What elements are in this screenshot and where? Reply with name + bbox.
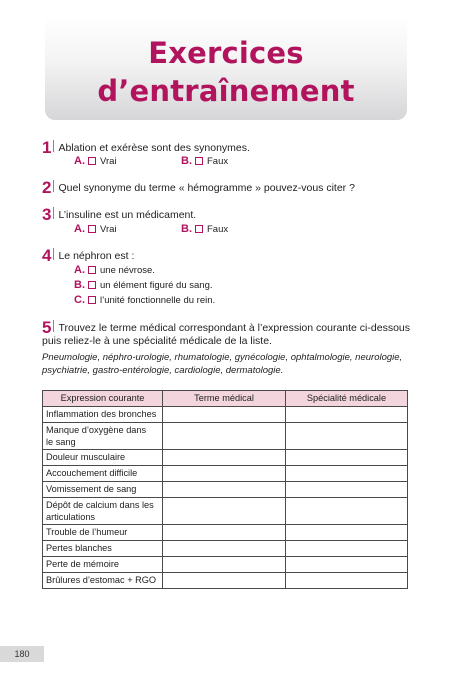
q3-option-b[interactable] xyxy=(181,223,228,236)
q4-option-a[interactable] xyxy=(74,264,155,277)
specialty-cell[interactable] xyxy=(286,450,408,466)
checkbox-icon[interactable] xyxy=(195,157,203,165)
exercise-table xyxy=(42,390,408,589)
specialties-line-1: Pneumologie, néphro-urologie, rhumatologie, gynécologie, ophtalmologie, neurologie, xyxy=(42,352,403,363)
question-text: Ablation et exérèse sont des synonymes. xyxy=(58,142,250,154)
table-row xyxy=(43,482,408,498)
option-letter: A. xyxy=(74,264,85,276)
table-row xyxy=(43,573,408,589)
expression-text: Brûlures d’estomac + RGO xyxy=(46,575,157,585)
table-row xyxy=(43,498,408,525)
q4-option-c[interactable] xyxy=(74,294,215,307)
expression-cell xyxy=(43,498,163,525)
expression-cell xyxy=(43,541,163,557)
checkbox-icon[interactable] xyxy=(88,225,96,233)
expression-cell xyxy=(43,466,163,482)
medical-term-cell[interactable] xyxy=(163,407,286,423)
divider xyxy=(53,320,54,332)
specialty-cell[interactable] xyxy=(286,498,408,525)
question-number: 1 xyxy=(42,138,52,157)
q3-option-a[interactable] xyxy=(74,223,117,236)
option-letter: B. xyxy=(181,223,192,235)
option-label: l’unité fonctionnelle du rein. xyxy=(100,295,216,306)
option-label: Faux xyxy=(207,224,229,235)
option-label: Vrai xyxy=(100,156,117,167)
expression-text: Perte de mémoire xyxy=(46,559,120,569)
expression-cell xyxy=(43,525,163,541)
expression-cell xyxy=(43,573,163,589)
column-header: Expression courante xyxy=(43,391,163,407)
title-banner xyxy=(45,16,407,120)
medical-term-cell[interactable] xyxy=(163,450,286,466)
question-number: 2 xyxy=(42,178,52,197)
specialty-cell[interactable] xyxy=(286,573,408,589)
checkbox-icon[interactable] xyxy=(88,296,96,304)
expression-text: Trouble de l’humeur xyxy=(46,527,128,537)
expression-text: Accouchement difficile xyxy=(46,468,138,478)
table-row xyxy=(43,407,408,423)
option-letter: A. xyxy=(74,155,85,167)
expression-text: Vomissement de sang xyxy=(46,484,137,494)
question-1 xyxy=(42,140,250,155)
medical-term-cell[interactable] xyxy=(163,482,286,498)
question-5 xyxy=(42,320,417,348)
question-number: 5 xyxy=(42,318,52,337)
specialties-line-2: psychiatrie, gastro-entérologie, cardiologie, dermatologie. xyxy=(42,365,284,376)
medical-term-cell[interactable] xyxy=(163,557,286,573)
divider xyxy=(53,140,54,152)
medical-term-cell[interactable] xyxy=(163,541,286,557)
expression-cell xyxy=(43,482,163,498)
column-header: Terme médical xyxy=(163,391,286,407)
page-title-line-1: Exercices xyxy=(148,36,304,70)
expression-cell xyxy=(43,423,163,450)
option-label: un élément figuré du sang. xyxy=(100,280,213,291)
checkbox-icon[interactable] xyxy=(195,225,203,233)
divider xyxy=(53,248,54,260)
expression-text: articulations xyxy=(46,512,96,522)
specialty-cell[interactable] xyxy=(286,482,408,498)
expression-text: Douleur musculaire xyxy=(46,452,126,462)
medical-term-cell[interactable] xyxy=(163,525,286,541)
expression-cell xyxy=(43,407,163,423)
option-letter: C. xyxy=(74,294,85,306)
option-label: Vrai xyxy=(100,224,117,235)
q1-option-b[interactable] xyxy=(181,155,228,168)
question-text-line-2: puis reliez-le à une spécialité médicale de la liste. xyxy=(42,335,272,347)
option-label: une névrose. xyxy=(100,265,155,276)
divider xyxy=(53,180,54,192)
option-letter: A. xyxy=(74,223,85,235)
medical-term-cell[interactable] xyxy=(163,573,286,589)
option-letter: B. xyxy=(74,279,85,291)
table-row xyxy=(43,541,408,557)
question-text-line-1: Trouvez le terme médical correspondant à l’expression courante ci-dessous xyxy=(58,322,410,334)
expression-text: Dépôt de calcium dans les xyxy=(46,500,154,510)
table-row xyxy=(43,557,408,573)
q1-option-a[interactable] xyxy=(74,155,117,168)
expression-text: le sang xyxy=(46,437,76,447)
expression-cell xyxy=(43,450,163,466)
medical-term-cell[interactable] xyxy=(163,423,286,450)
table-row xyxy=(43,466,408,482)
expression-cell xyxy=(43,557,163,573)
expression-text: Manque d’oxygène dans xyxy=(46,425,147,435)
column-header: Spécialité médicale xyxy=(286,391,408,407)
page-title-line-2: d’entraînement xyxy=(97,74,355,108)
option-label: Faux xyxy=(207,156,229,167)
table-header-row xyxy=(43,391,408,407)
medical-term-cell[interactable] xyxy=(163,466,286,482)
medical-term-cell[interactable] xyxy=(163,498,286,525)
checkbox-icon[interactable] xyxy=(88,266,96,274)
expression-text: Inflammation des bronches xyxy=(46,409,157,419)
question-text: Quel synonyme du terme « hémogramme » pouvez-vous citer ? xyxy=(58,182,355,194)
specialties-list xyxy=(42,351,412,377)
specialty-cell[interactable] xyxy=(286,423,408,450)
question-text: Le néphron est : xyxy=(58,250,135,262)
question-text: L’insuline est un médicament. xyxy=(58,209,197,221)
specialty-cell[interactable] xyxy=(286,525,408,541)
question-number: 3 xyxy=(42,205,52,224)
page-number: 180 xyxy=(0,646,44,662)
table-row xyxy=(43,525,408,541)
question-2 xyxy=(42,180,355,195)
specialty-cell[interactable] xyxy=(286,407,408,423)
divider xyxy=(53,207,54,219)
table-row xyxy=(43,423,408,450)
checkbox-icon[interactable] xyxy=(88,281,96,289)
expression-text: Pertes blanches xyxy=(46,543,112,553)
specialty-cell[interactable] xyxy=(286,541,408,557)
table-row xyxy=(43,450,408,466)
specialty-cell[interactable] xyxy=(286,557,408,573)
question-number: 4 xyxy=(42,246,52,265)
option-letter: B. xyxy=(181,155,192,167)
question-4 xyxy=(42,248,134,263)
checkbox-icon[interactable] xyxy=(88,157,96,165)
q4-option-b[interactable] xyxy=(74,279,213,292)
question-3 xyxy=(42,207,196,222)
specialty-cell[interactable] xyxy=(286,466,408,482)
